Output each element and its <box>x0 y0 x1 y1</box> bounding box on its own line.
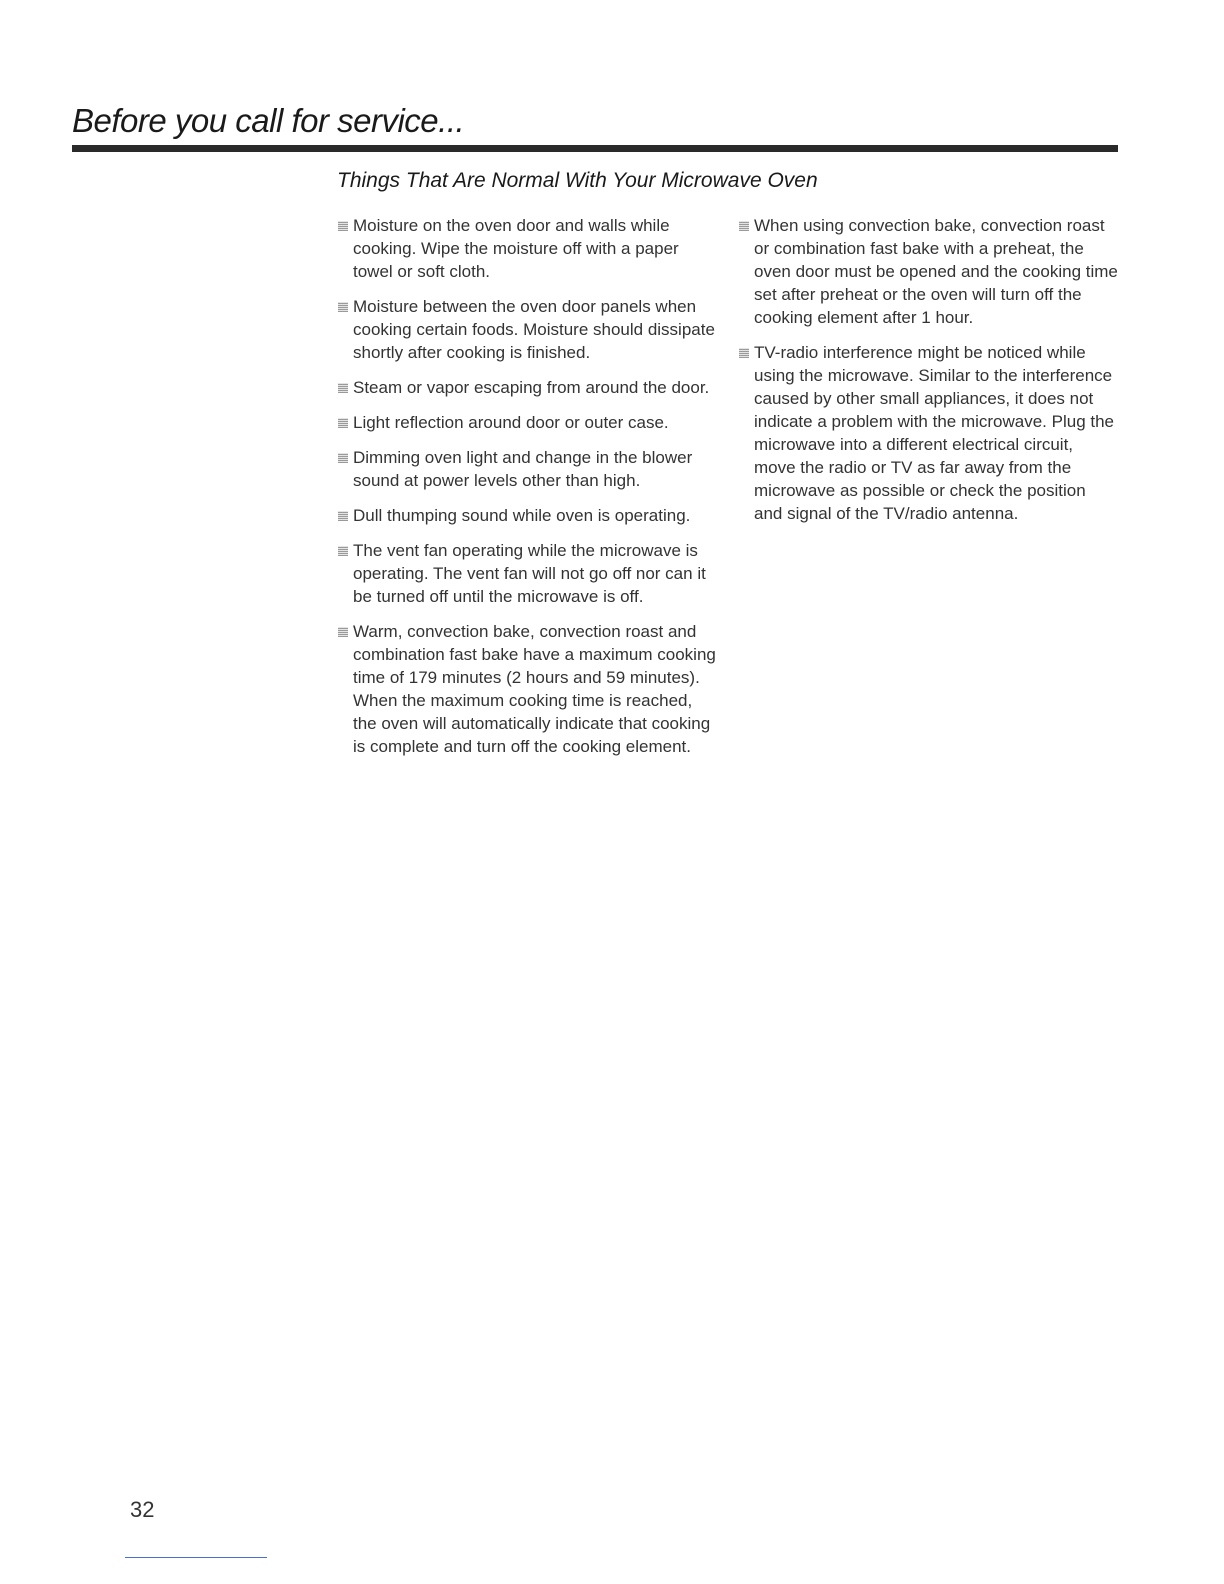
list-item <box>738 214 1118 329</box>
right-column-list <box>738 214 1118 537</box>
square-bullet-icon <box>739 348 749 358</box>
list-item <box>337 214 717 283</box>
list-item-text: Light reflection around door or outer case. <box>353 413 669 432</box>
list-item-text: TV-radio interference might be noticed while using the microwave. Similar to the interference caused by other small appliances, it does not indicate a problem with the microwave. Plug the microwave into a different electrical circuit, move the radio or TV as far away from the microwave as possible or check the position and signal of the TV/radio antenna. <box>754 343 1115 523</box>
list-item <box>337 539 717 608</box>
list-item <box>337 376 717 399</box>
footer-rule <box>125 1557 267 1558</box>
list-item <box>337 620 717 758</box>
page-title: Before you call for service... <box>72 102 465 139</box>
list-item-text: The vent fan operating while the microwave is operating. The vent fan will not go off nor can it be turned off until the microwave is off. <box>353 541 706 606</box>
square-bullet-icon <box>338 453 348 463</box>
square-bullet-icon <box>338 221 348 231</box>
list-item-text: Dimming oven light and change in the blower sound at power levels other than high. <box>353 448 693 490</box>
square-bullet-icon <box>739 221 749 231</box>
list-item-text: Warm, convection bake, convection roast and combination fast bake have a maximum cooking time of 179 minutes (2 hours and 59 minutes). When the maximum cooking time is reached, the oven will automatically indicate that cooking is complete and turn off the cooking element. <box>353 622 716 756</box>
list-item <box>337 504 717 527</box>
square-bullet-icon <box>338 546 348 556</box>
list-item-text: Moisture on the oven door and walls while cooking. Wipe the moisture off with a paper towel or soft cloth. <box>353 216 679 281</box>
list-item-text: Steam or vapor escaping from around the door. <box>353 378 710 397</box>
square-bullet-icon <box>338 627 348 637</box>
square-bullet-icon <box>338 383 348 393</box>
title-rule <box>72 145 1118 152</box>
list-item <box>738 341 1118 525</box>
square-bullet-icon <box>338 302 348 312</box>
square-bullet-icon <box>338 511 348 521</box>
list-item <box>337 295 717 364</box>
page-number: 32 <box>130 1497 155 1522</box>
square-bullet-icon <box>338 418 348 428</box>
section-heading: Things That Are Normal With Your Microwave Oven <box>337 169 818 192</box>
left-column-list <box>337 214 717 770</box>
list-item-text: When using convection bake, convection roast or combination fast bake with a preheat, the oven door must be opened and the cooking time set after preheat or the oven will turn off the cooking element after 1 hour. <box>754 216 1118 327</box>
list-item <box>337 411 717 434</box>
list-item-text: Moisture between the oven door panels when cooking certain foods. Moisture should dissipate shortly after cooking is finished. <box>353 297 715 362</box>
list-item <box>337 446 717 492</box>
list-item-text: Dull thumping sound while oven is operating. <box>353 506 691 525</box>
